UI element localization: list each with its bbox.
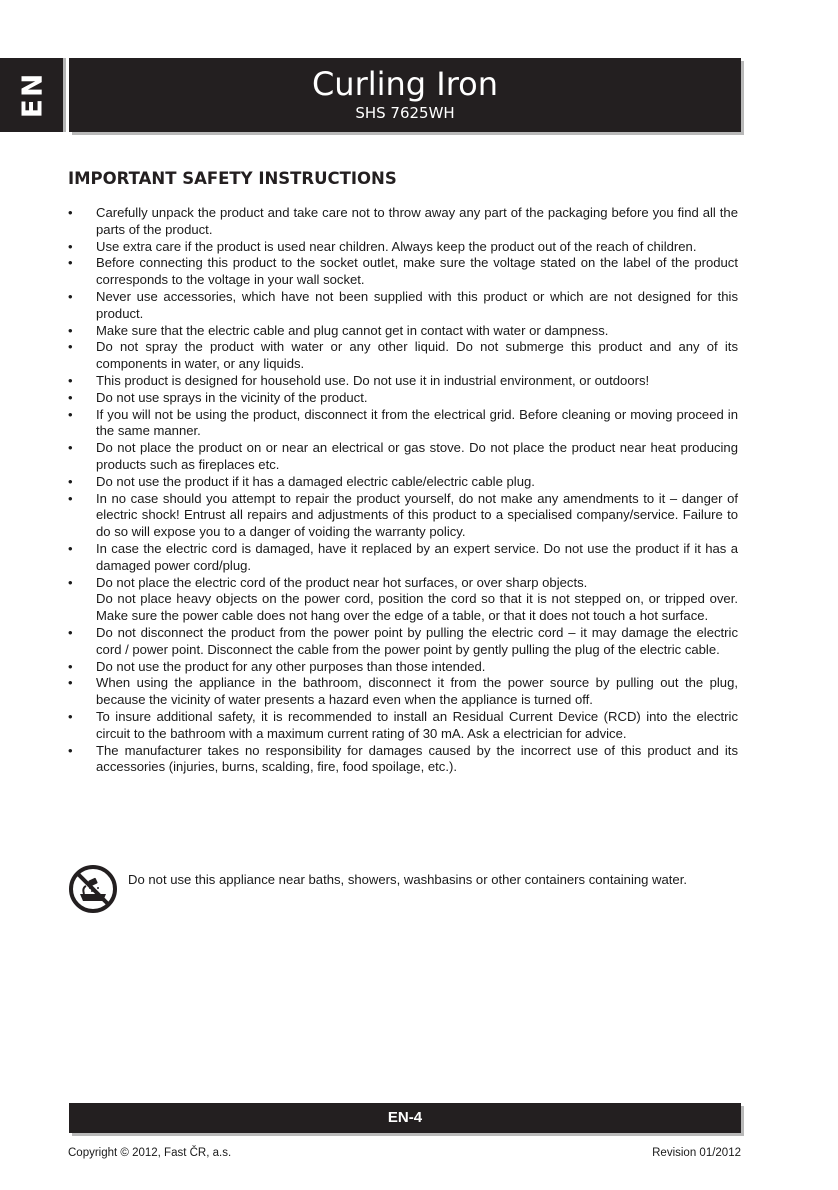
instruction-text: When using the appliance in the bathroom, disconnect it from the power source by pulling out the plug, because the vicinity of water presents a hazard even when the appliance is turned off. <box>96 675 738 708</box>
instruction-item <box>68 474 738 491</box>
instruction-item <box>68 541 738 575</box>
safety-instructions-list <box>68 205 738 776</box>
bullet-icon: • <box>68 574 73 590</box>
bullet-icon: • <box>68 406 73 422</box>
instruction-text: The manufacturer takes no responsibility for damages caused by the incorrect use of this product and its accessories (injuries, burns, scalding, fire, food spoilage, etc.). <box>96 742 738 775</box>
language-label: EN <box>15 71 48 119</box>
section-title: IMPORTANT SAFETY INSTRUCTIONS <box>68 169 397 188</box>
instruction-text: Do not use the product if it has a damaged electric cable/electric cable plug. <box>96 473 535 489</box>
instruction-text: Do not use sprays in the vicinity of the product. <box>96 389 368 405</box>
warning-text: Do not use this appliance near baths, showers, washbasins or other containers containing water. <box>128 872 687 887</box>
instruction-item <box>68 575 738 625</box>
bullet-icon: • <box>68 255 73 271</box>
instruction-item <box>68 743 738 777</box>
bullet-icon: • <box>68 675 73 691</box>
product-title: Curling Iron <box>311 65 499 103</box>
bullet-icon: • <box>68 708 73 724</box>
revision-text: Revision 01/2012 <box>652 1147 741 1159</box>
instruction-item <box>68 339 738 373</box>
bullet-icon: • <box>68 490 73 506</box>
instruction-text: Carefully unpack the product and take care not to throw away any part of the packaging before you find all the parts of the product. <box>96 205 738 237</box>
instruction-item <box>68 239 738 256</box>
instruction-text: Do not use the product for any other purposes than those intended. <box>96 658 486 674</box>
instruction-text: Do not spray the product with water or any other liquid. Do not submerge this product and any of its components in water, or any liquids. <box>96 339 738 372</box>
instruction-item <box>68 440 738 474</box>
bullet-icon: • <box>68 372 73 388</box>
bullet-icon: • <box>68 322 73 338</box>
bullet-icon: • <box>68 742 73 758</box>
instruction-text: Do not disconnect the product from the power point by pulling the electric cord – it may damage the electric cord / power point. Disconnect the cable from the power point by gently pulling the plug of the electric cable. <box>96 624 738 657</box>
instruction-item <box>68 675 738 709</box>
no-water-icon <box>68 864 118 914</box>
instruction-item <box>68 289 738 323</box>
instruction-text: Before connecting this product to the socket outlet, make sure the voltage stated on the label of the product corresponds to the voltage in your wall socket. <box>96 255 738 288</box>
instruction-text: Make sure that the electric cable and plug cannot get in contact with water or dampness. <box>96 322 609 338</box>
instruction-text: This product is designed for household use. Do not use it in industrial environment, or outdoors! <box>96 372 650 388</box>
footer-bar <box>69 1103 741 1133</box>
bullet-icon: • <box>68 288 73 304</box>
page-number: EN-4 <box>387 1109 423 1126</box>
bullet-icon: • <box>68 658 73 674</box>
bullet-icon: • <box>68 540 73 556</box>
header-bar <box>69 58 741 132</box>
instruction-text: In case the electric cord is damaged, have it replaced by an expert service. Do not use the product if it has a damaged power cord/plug. <box>96 540 738 573</box>
bullet-icon: • <box>68 238 73 254</box>
instruction-item <box>68 390 738 407</box>
product-model: SHS 7625WH <box>355 104 455 122</box>
instruction-item <box>68 625 738 659</box>
instruction-item <box>68 255 738 289</box>
instruction-text: Use extra care if the product is used near children. Always keep the product out of the reach of children. <box>96 238 697 254</box>
instruction-text: Never use accessories, which have not been supplied with this product or which are not designed for this product. <box>96 288 738 321</box>
bullet-icon: • <box>68 389 73 405</box>
instruction-text: To insure additional safety, it is recommended to install an Residual Current Device (RCD) into the electric circuit to the bathroom with a maximum current rating of 30 mA. Ask a electrician for advice. <box>96 708 738 741</box>
instruction-item <box>68 659 738 676</box>
instruction-item <box>68 373 738 390</box>
instruction-item <box>68 491 738 541</box>
bullet-icon: • <box>68 440 73 456</box>
copyright-text: Copyright © 2012, Fast ČR, a.s. <box>68 1147 232 1159</box>
bullet-icon: • <box>68 624 73 640</box>
instruction-item <box>68 407 738 441</box>
instruction-item <box>68 709 738 743</box>
language-tab <box>0 58 66 132</box>
instruction-text: If you will not be using the product, disconnect it from the electrical grid. Before cleaning or moving proceed in the same manner. <box>96 406 738 439</box>
bullet-icon: • <box>68 339 73 355</box>
instruction-item <box>68 323 738 340</box>
instruction-text: In no case should you attempt to repair the product yourself, do not make any amendments to it – danger of electric shock! Entrust all repairs and adjustments of this product to a specialised company/service. Failure to do so will expose you to a danger of voiding the warranty policy. <box>96 490 738 540</box>
bullet-icon: • <box>68 205 73 220</box>
bullet-icon: • <box>68 473 73 489</box>
instruction-text: Do not place the product on or near an electrical or gas stove. Do not place the product near heat producing products such as fireplaces etc. <box>96 440 738 472</box>
instruction-text: Do not place the electric cord of the product near hot surfaces, or over sharp objects. Do not place heavy objects on the power cord, position the cord so that it is not stepped on, or tripped over. Make sure the power cable does not hang over the edge of a table, or that it does not touch a hot surface. <box>96 574 738 624</box>
instruction-item <box>68 205 738 239</box>
